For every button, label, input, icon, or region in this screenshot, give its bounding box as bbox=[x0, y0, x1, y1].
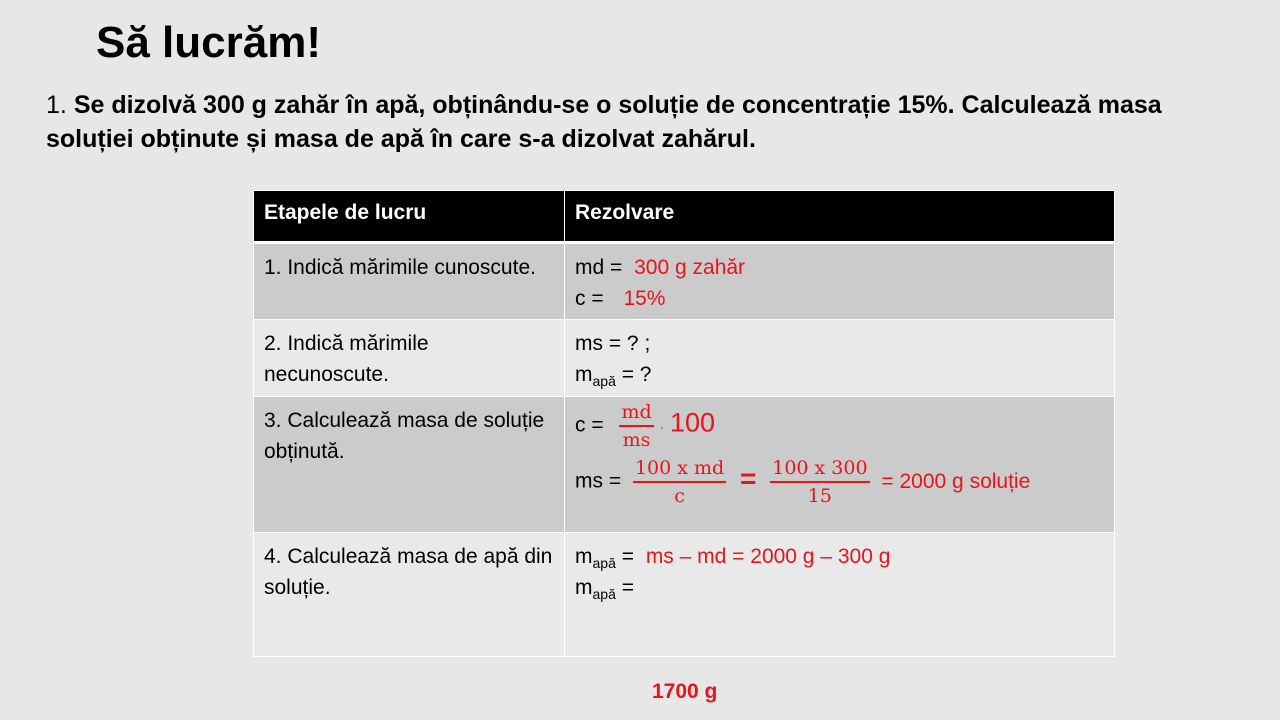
m-symbol: m bbox=[575, 545, 593, 568]
ms-result: = 2000 g soluție bbox=[881, 469, 1031, 493]
step-cell: 2. Indică mărimile necunoscute. bbox=[254, 320, 565, 397]
multiply-dot: · bbox=[659, 418, 665, 435]
m-symbol: m bbox=[575, 363, 593, 386]
table-row bbox=[254, 243, 1115, 320]
water-mass-line-1 bbox=[575, 541, 1104, 572]
fraction-denominator: c bbox=[674, 485, 685, 507]
apa-subscript: apă bbox=[592, 373, 616, 389]
equals-sign: = bbox=[740, 462, 757, 494]
header-steps: Etapele de lucru bbox=[254, 191, 565, 243]
concentration-formula bbox=[575, 399, 1104, 451]
known-md-line bbox=[575, 252, 1104, 283]
solution-cell bbox=[565, 320, 1115, 397]
md-label: md = bbox=[575, 256, 623, 279]
apa-subscript: apă bbox=[592, 586, 616, 602]
step-cell: 1. Indică mărimile cunoscute. bbox=[254, 243, 565, 320]
solution-cell bbox=[565, 533, 1115, 657]
water-mass-line-2 bbox=[575, 572, 1104, 603]
known-c-line bbox=[575, 283, 1104, 314]
apa-subscript: apă bbox=[592, 555, 616, 571]
unknown-mapa-line bbox=[575, 359, 1104, 390]
table-row bbox=[254, 320, 1115, 397]
problem-statement bbox=[46, 88, 1236, 156]
c-answer: 15% bbox=[623, 287, 666, 310]
fraction-denominator: ms bbox=[622, 429, 651, 451]
c-label: c = bbox=[575, 287, 604, 310]
ms-calculation bbox=[575, 455, 1104, 509]
unknown-ms-line: ms = ? ; bbox=[575, 332, 651, 355]
table-row bbox=[254, 397, 1115, 533]
step-cell: 3. Calculează masa de soluție obținută. bbox=[254, 397, 565, 533]
ms-fraction-values bbox=[770, 455, 869, 509]
work-table bbox=[253, 190, 1115, 657]
fraction-numerator: md bbox=[619, 399, 653, 427]
table-row bbox=[254, 533, 1115, 657]
header-solution: Rezolvare bbox=[565, 191, 1115, 243]
m-symbol: m bbox=[575, 576, 593, 599]
problem-number: 1. bbox=[46, 91, 67, 119]
c-formula-label: c = bbox=[575, 413, 604, 437]
fraction-numerator: 100 x md bbox=[633, 455, 726, 483]
fraction-numerator: 100 x 300 bbox=[770, 455, 869, 483]
water-mass-expression: ms – md = 2000 g – 300 g bbox=[645, 545, 891, 568]
step-cell: 4. Calculează masa de apă din soluție. bbox=[254, 533, 565, 657]
ms-fraction-formula bbox=[633, 455, 726, 509]
slide-title: Să lucrăm! bbox=[96, 18, 321, 67]
fraction-denominator: 15 bbox=[807, 485, 832, 507]
equals-text: = bbox=[615, 545, 634, 568]
ms-label: ms = bbox=[575, 469, 622, 493]
table-header-row bbox=[254, 191, 1115, 243]
solution-cell bbox=[565, 397, 1115, 533]
factor-100: 100 bbox=[670, 407, 716, 438]
final-answer: 1700 g bbox=[652, 680, 718, 703]
unknown-mapa-rest: = ? bbox=[615, 363, 652, 386]
md-answer: 300 g zahăr bbox=[634, 256, 746, 279]
problem-text: Se dizolvă 300 g zahăr în apă, obținându-se o soluție de concentrație 15%. Calculează masa soluției obținute și masa de apă în care s-a dizolvat zahărul. bbox=[46, 91, 1162, 153]
equals-text: = bbox=[615, 576, 634, 599]
md-over-ms-fraction bbox=[619, 399, 653, 453]
solution-cell bbox=[565, 243, 1115, 320]
